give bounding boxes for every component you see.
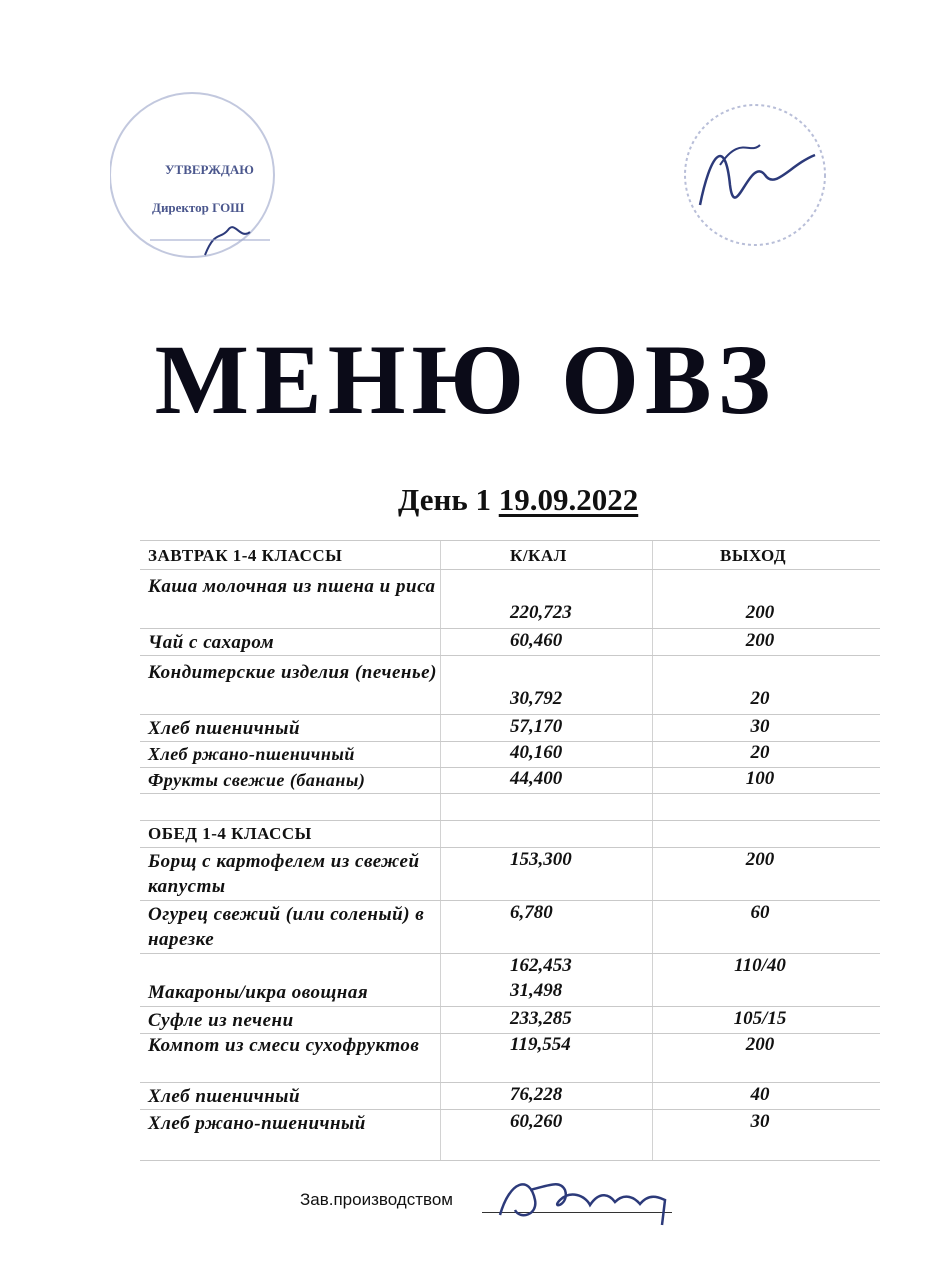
dish-kcal: 76,228 [510,1084,563,1105]
dish-output: 200 [745,630,775,651]
dish-kcal: 40,160 [510,742,563,763]
dish-name: Хлеб пшеничный [148,1086,301,1107]
breakfast-header-meal: ЗАВТРАК 1-4 КЛАССЫ [148,546,343,565]
dish-name: Хлеб ржано-пшеничный [148,1113,366,1134]
table-row [140,629,880,656]
dish-kcal: 30,792 [510,688,563,709]
day-date: 19.09.2022 [498,482,639,517]
dish-kcal: 220,723 [510,602,572,623]
dish-output: 110/40 [734,955,786,976]
dish-output: 60 [750,902,770,923]
dish-kcal-secondary: 31,498 [510,980,563,1001]
lunch-header-row [140,821,880,848]
dish-output: 40 [750,1084,770,1105]
dish-output: 30 [750,1111,770,1132]
dish-kcal: 44,400 [510,768,563,789]
dish-kcal: 153,300 [510,849,572,870]
dish-name: Хлеб пшеничный [148,718,301,739]
table-row [140,715,880,742]
kcal-header: К/КАЛ [510,546,567,565]
dish-output: 30 [750,716,770,737]
production-head-label: Зав.производством [300,1190,453,1209]
dish-kcal: 60,460 [510,630,563,651]
dish-name: Огурец свежий (или соленый) в нарезке [148,904,425,950]
dish-kcal: 60,260 [510,1111,563,1132]
dish-kcal: 162,453 [510,955,572,976]
table-row [140,1007,880,1034]
table-row [140,1083,880,1110]
dish-name: Каша молочная из пшена и риса [148,576,436,597]
dish-output: 105/15 [733,1008,787,1029]
table-row [140,1110,880,1136]
day-heading [398,482,638,518]
table-row [140,1034,880,1083]
dish-name: Макароны/икра овощная [148,982,369,1003]
seal-stamp-right [680,95,830,255]
dish-kcal: 6,780 [510,902,553,923]
dish-name: Кондитерские изделия (печенье) [148,662,437,683]
table-row [140,768,880,794]
menu-table [140,540,880,1161]
table-row [140,901,880,954]
day-label: День 1 [398,482,491,517]
dish-name: Борщ с картофелем из свежей капусты [148,851,420,897]
dish-name: Хлеб ржано-пшеничный [148,744,355,764]
handwritten-signature [490,1170,680,1230]
table-row [140,848,880,901]
bottom-border-row [140,1136,880,1161]
dish-output: 100 [745,768,775,789]
dish-output: 200 [745,1034,775,1055]
dish-output: 20 [750,688,770,709]
page-title: МЕНЮ ОВЗ [154,324,777,435]
dish-output: 200 [745,849,775,870]
output-header: ВЫХОД [720,546,787,565]
table-row [140,742,880,768]
dish-output: 20 [750,742,770,763]
breakfast-header-row [140,540,880,570]
table-row [140,570,880,629]
table-row [140,656,880,715]
lunch-header-meal: ОБЕД 1-4 КЛАССЫ [148,824,312,843]
stamp-director-text: Директор ГОШ [152,200,245,215]
dish-kcal: 119,554 [510,1034,571,1055]
dish-output: 200 [745,602,775,623]
table-row [140,954,880,1007]
dish-name: Чай с сахаром [148,632,275,653]
dish-name: Компот из смеси сухофруктов [148,1035,420,1056]
dish-kcal: 57,170 [510,716,563,737]
dish-name: Фрукты свежие (бананы) [148,770,366,790]
stamp-approve-text: УТВЕРЖДАЮ [165,162,254,177]
spacer-row [140,794,880,821]
dish-kcal: 233,285 [510,1008,572,1029]
dish-name: Суфле из печени [148,1010,294,1031]
